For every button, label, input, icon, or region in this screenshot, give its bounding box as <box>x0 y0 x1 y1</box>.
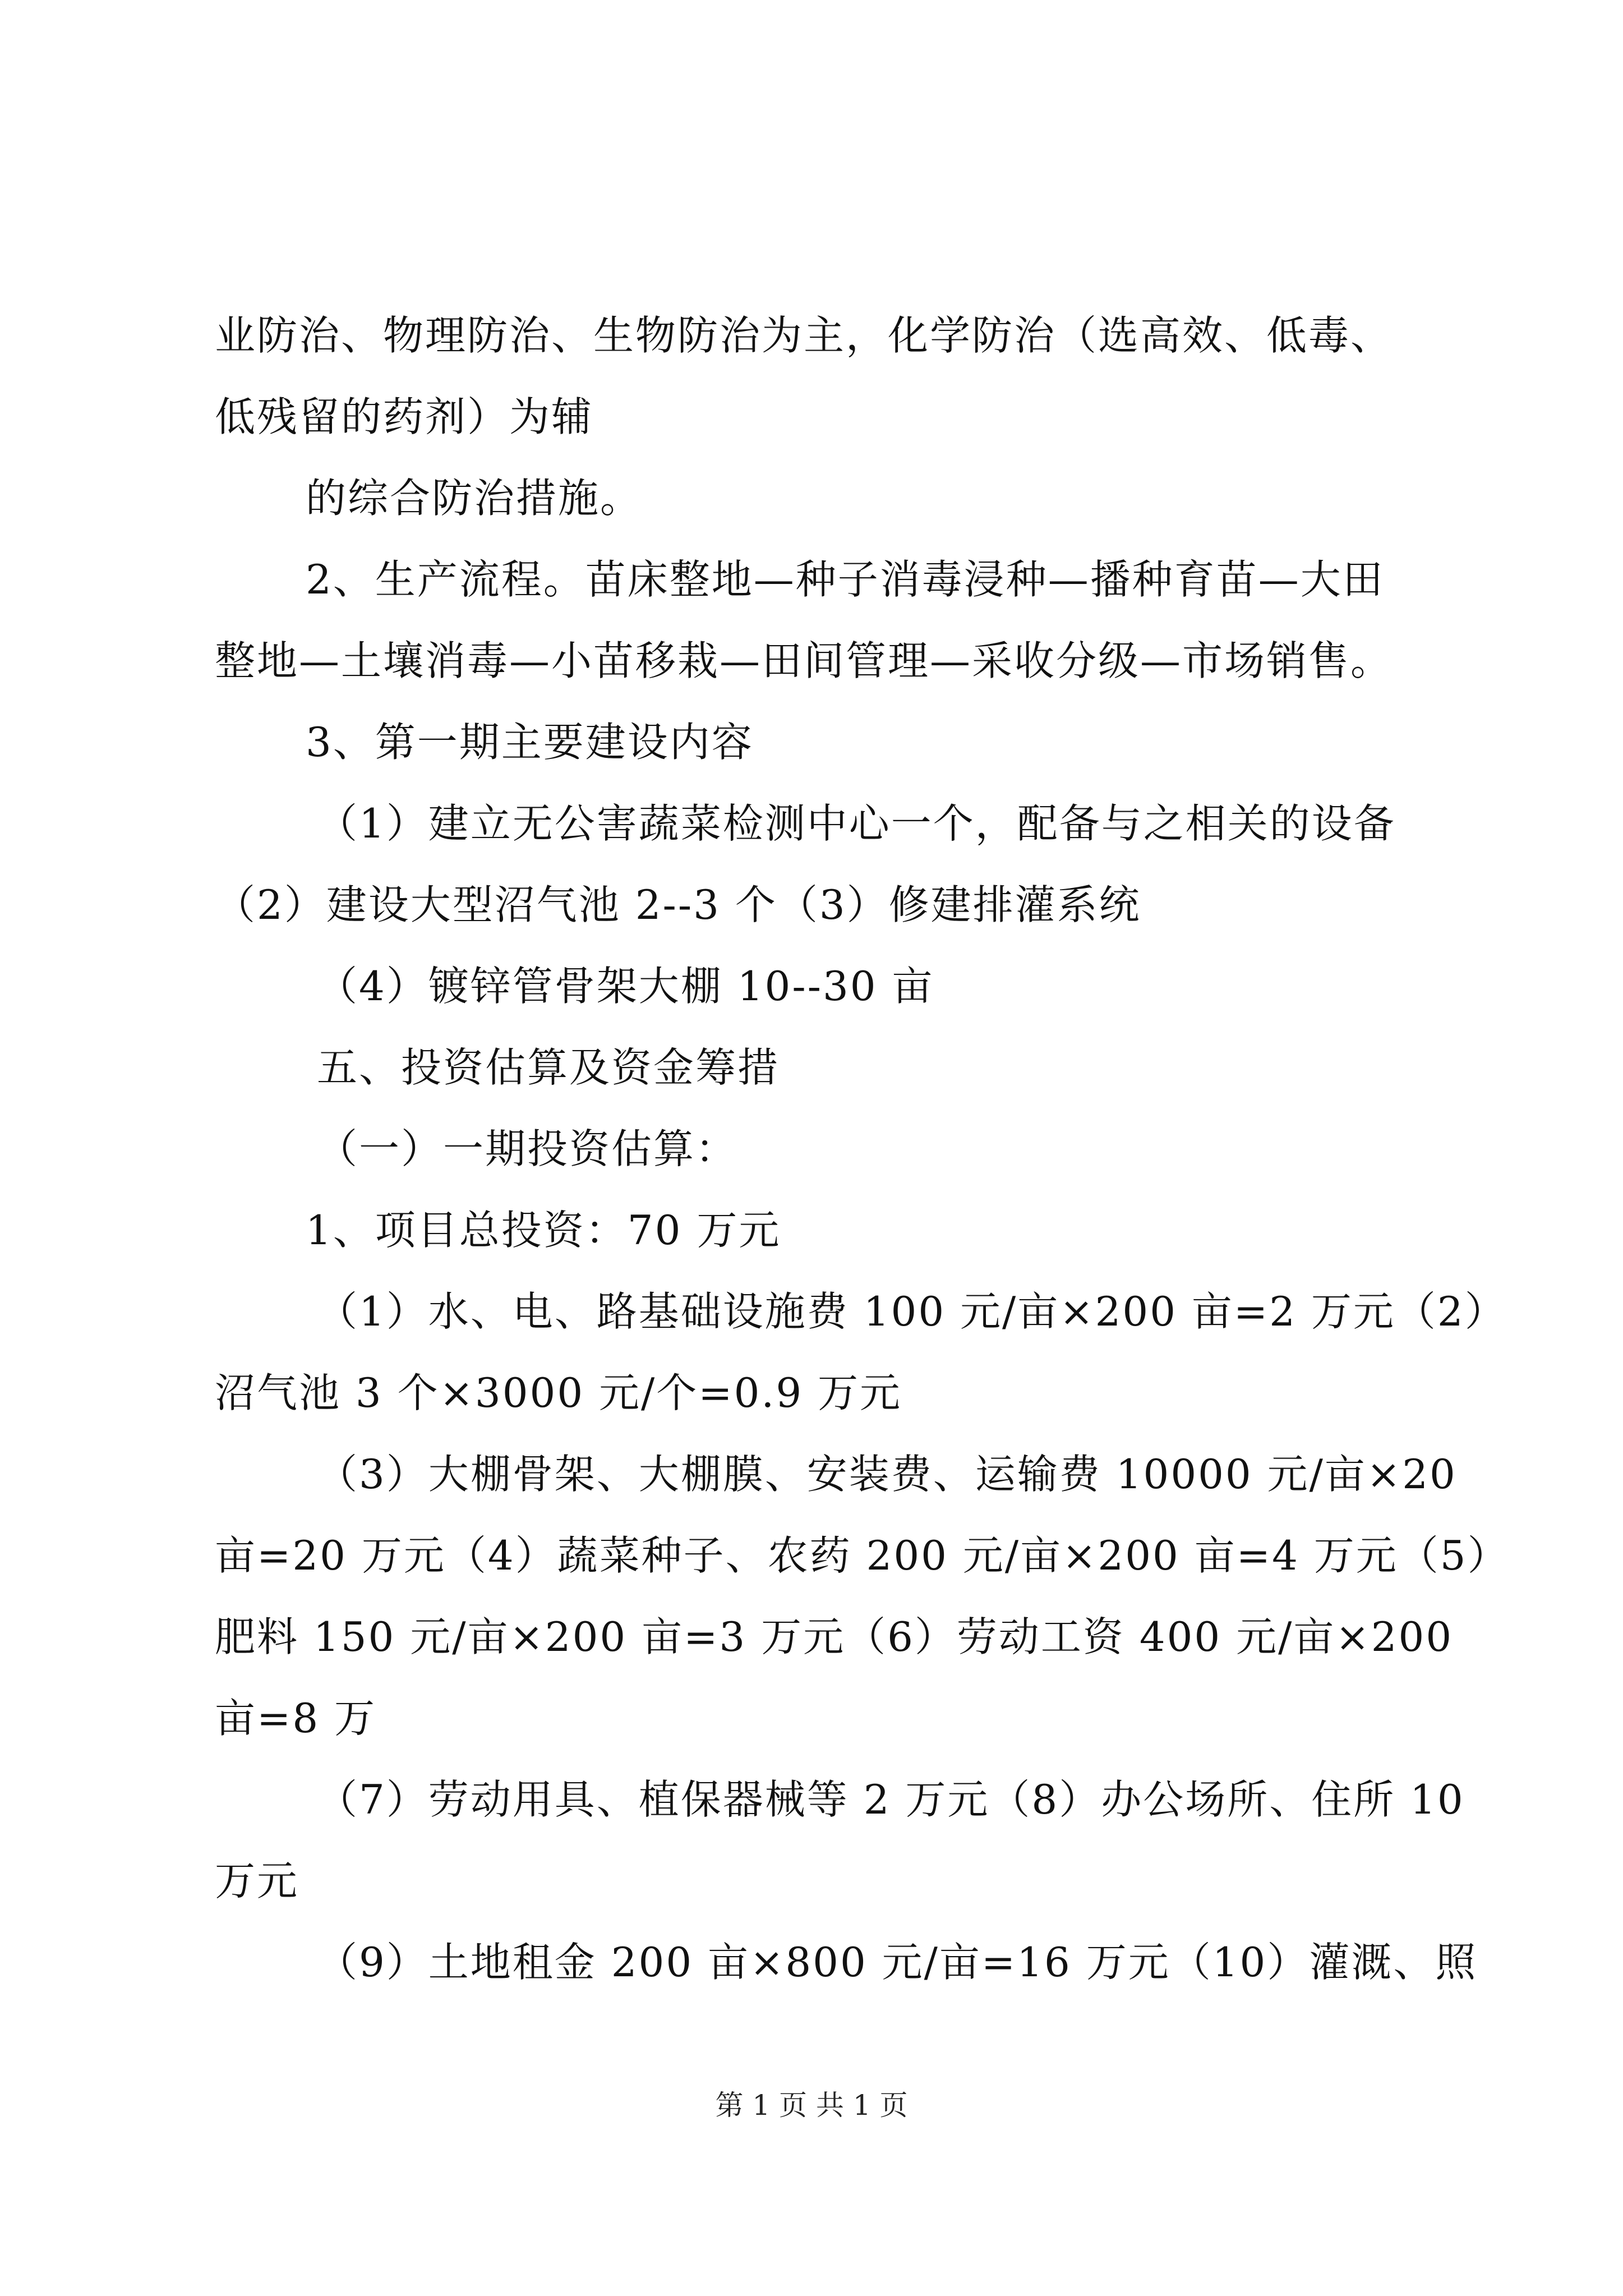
paragraph-line: （2）建设大型沼气池 2--3 个（3）修建排灌系统 <box>215 881 1141 928</box>
paragraph-line: 亩=8 万 <box>215 1695 377 1742</box>
paragraph-line: 1、项目总投资：70 万元 <box>306 1207 781 1254</box>
paragraph-line: （9）土地租金 200 亩×800 元/亩=16 万元（10）灌溉、照 <box>317 1939 1478 1986</box>
paragraph-line: 低残留的药剂）为辅 <box>215 393 594 440</box>
paragraph-line: （1）建立无公害蔬菜检测中心一个，配备与之相关的设备 <box>317 800 1396 847</box>
paragraph-line: 万元 <box>215 1857 299 1904</box>
section-heading: 3、第一期主要建设内容 <box>306 719 754 766</box>
paragraph-line: 肥料 150 元/亩×200 亩=3 万元（6）劳动工资 400 元/亩×200 <box>215 1613 1454 1660</box>
paragraph-line: 整地—土壤消毒—小苗移栽—田间管理—采收分级—市场销售。 <box>215 637 1393 684</box>
subsection-heading: （一）一期投资估算： <box>317 1125 738 1172</box>
paragraph-line: 沼气池 3 个×3000 元/个=0.9 万元 <box>215 1369 902 1416</box>
paragraph-line: （1）水、电、路基础设施费 100 元/亩×200 亩=2 万元（2） <box>317 1288 1507 1335</box>
paragraph-line: 2、生产流程。苗床整地—种子消毒浸种—播种育苗—大田 <box>306 556 1385 603</box>
paragraph-line: 业防治、物理防治、生物防治为主，化学防治（选高效、低毒、 <box>215 312 1393 359</box>
page-footer: 第 1 页 共 1 页 <box>715 2089 908 2122</box>
paragraph-line: （7）劳动用具、植保器械等 2 万元（8）办公场所、住所 10 <box>317 1776 1465 1823</box>
paragraph-line: （4）镀锌管骨架大棚 10--30 亩 <box>317 963 934 1010</box>
paragraph-line: 的综合防治措施。 <box>306 475 643 522</box>
section-heading: 五、投资估算及资金筹措 <box>317 1044 780 1091</box>
paragraph-line: （3）大棚骨架、大棚膜、安装费、运输费 10000 元/亩×20 <box>317 1451 1457 1498</box>
paragraph-line: 亩=20 万元（4）蔬菜种子、农药 200 元/亩×200 亩=4 万元（5） <box>215 1532 1510 1579</box>
